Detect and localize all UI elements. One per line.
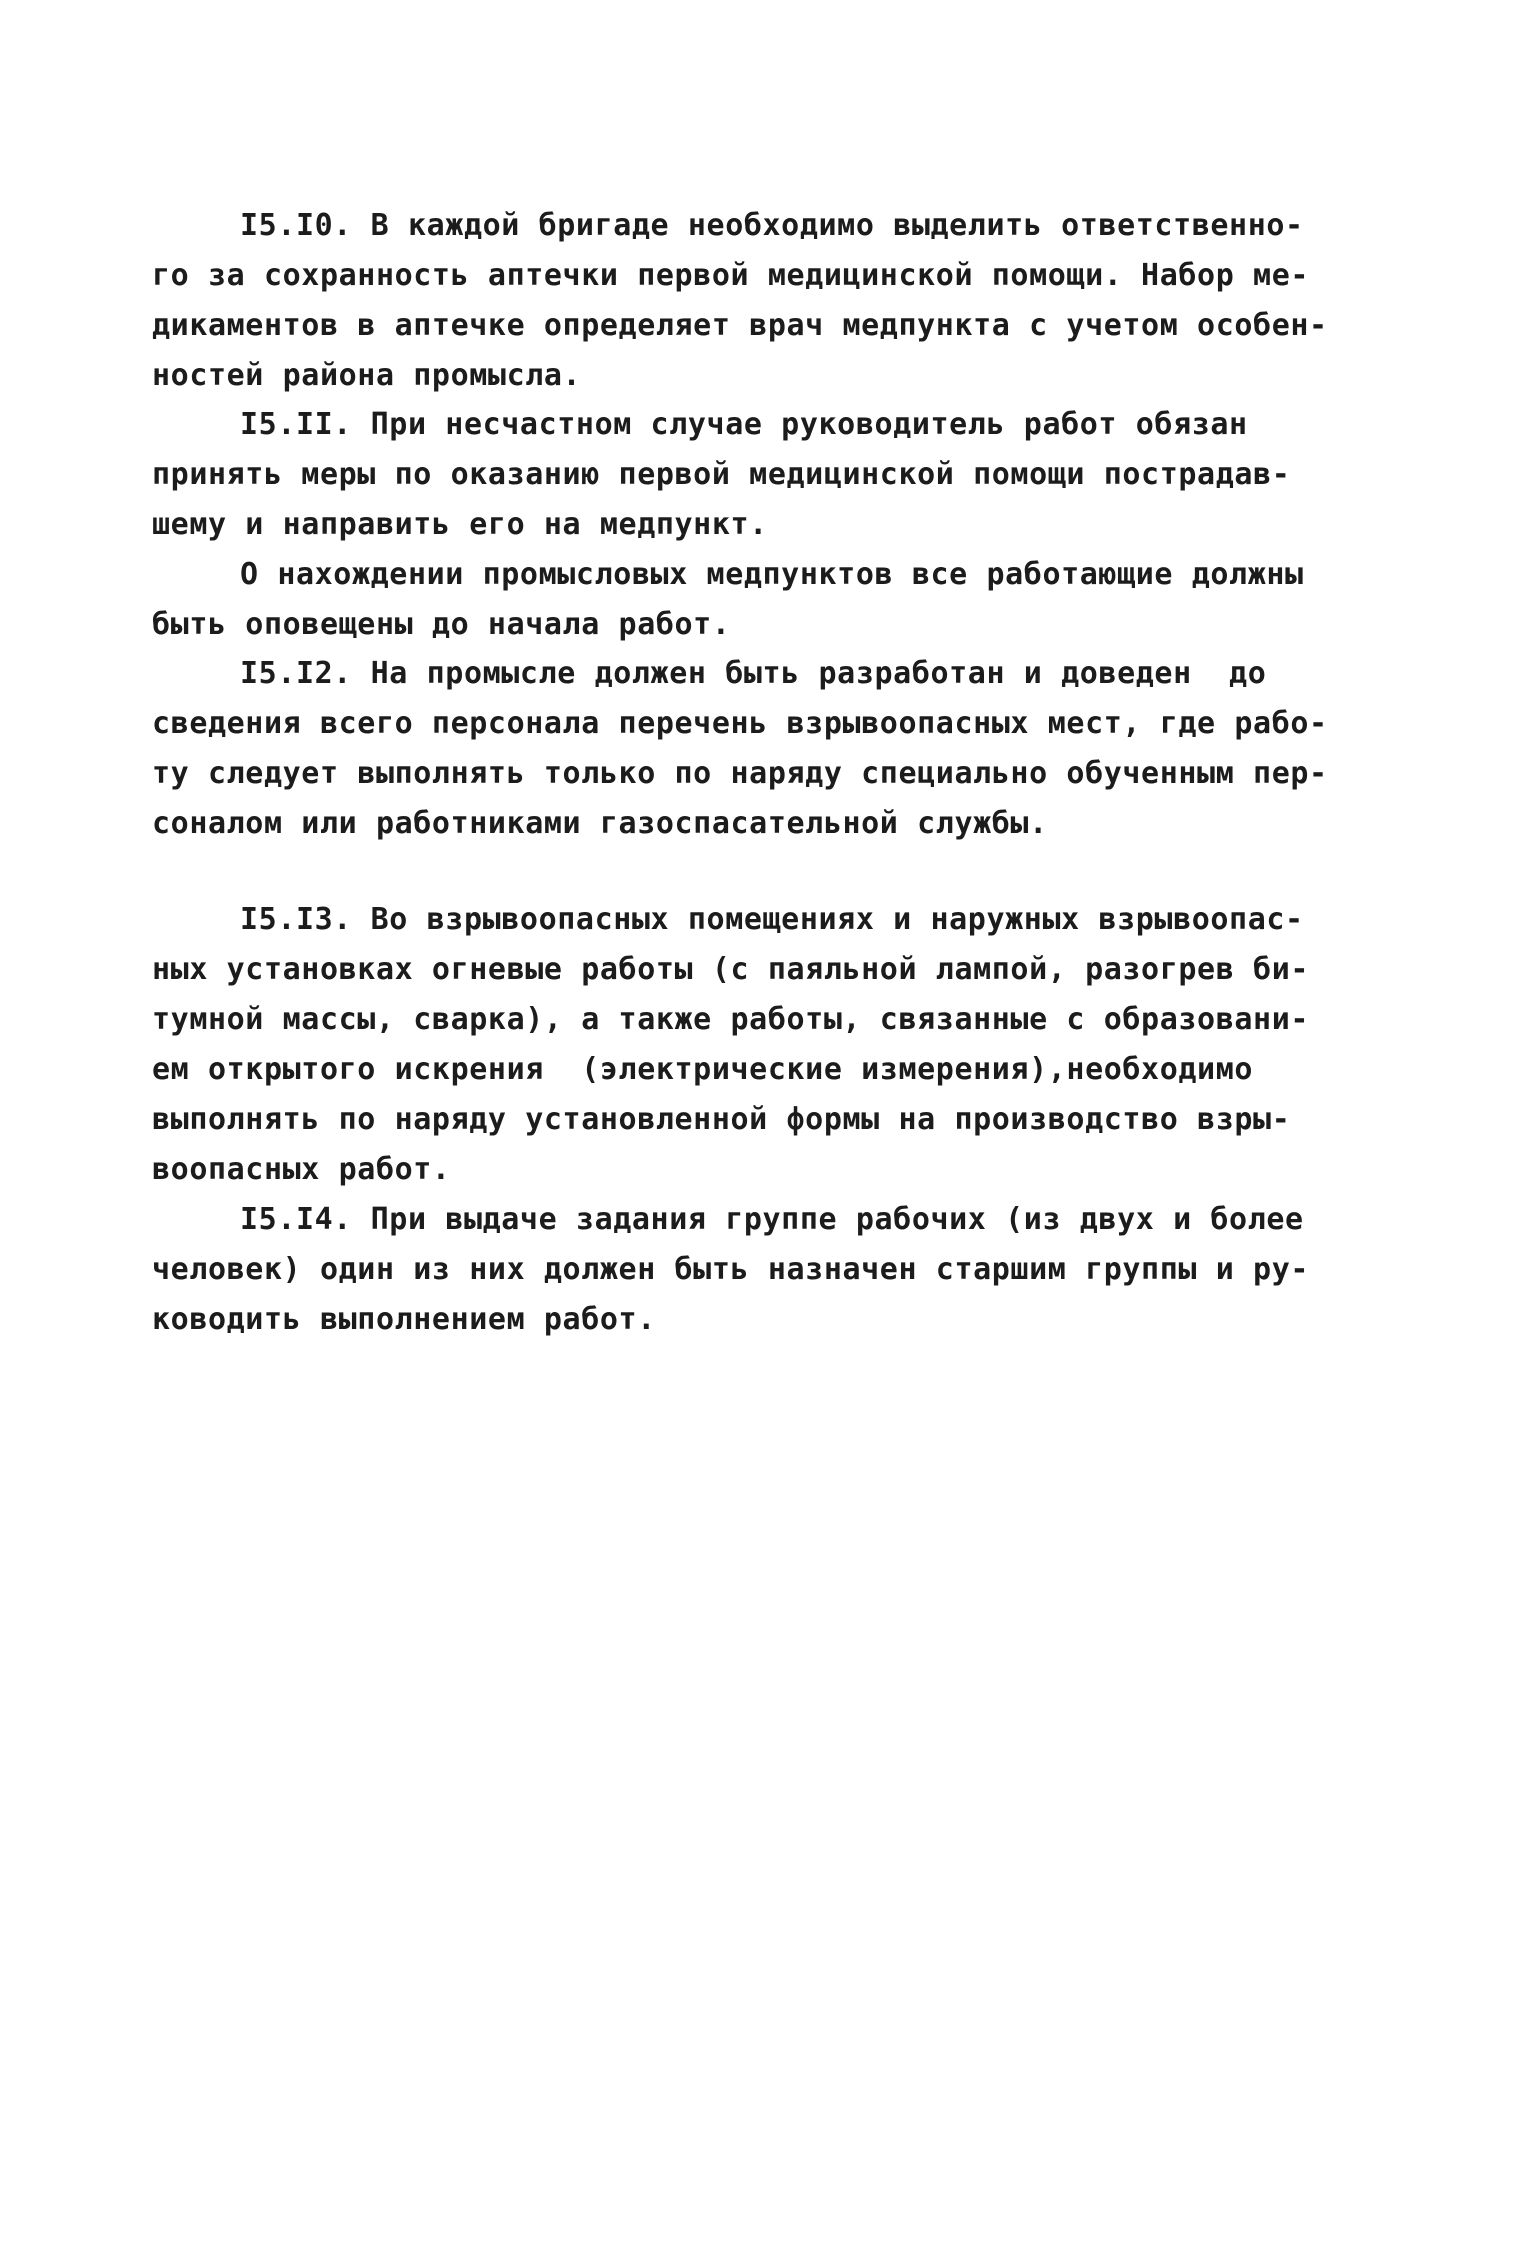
text-line: ту следует выполнять только по наряду специально обученным пер-	[152, 756, 1328, 791]
text-line: сведения всего персонала перечень взрывоопасных мест, где рабо-	[152, 706, 1328, 741]
text-line: I5.II. При несчастном случае руководитель работ обязан	[240, 407, 1248, 442]
text-line: I5.I3. Во взрывоопасных помещениях и наружных взрывоопас-	[240, 902, 1304, 937]
text-line: О нахождении промысловых медпунктов все работающие должны	[240, 557, 1304, 592]
text-line: выполнять по наряду установленной формы на производство взры-	[152, 1102, 1291, 1137]
text-line: воопасных работ.	[152, 1152, 451, 1187]
text-line: быть оповещены до начала работ.	[152, 607, 731, 642]
text-line: принять меры по оказанию первой медицинской помощи пострадав-	[152, 457, 1291, 492]
text-line: ностей района промысла.	[152, 358, 582, 393]
text-line: I5.I0. В каждой бригаде необходимо выделить ответственно-	[240, 208, 1304, 243]
text-line: ководить выполнением работ.	[152, 1302, 656, 1337]
text-line: человек) один из них должен быть назначен старшим группы и ру-	[152, 1252, 1310, 1287]
text-line: I5.I2. На промысле должен быть разработан и доведен до	[240, 656, 1267, 691]
text-line: ем открытого искрения (электрические измерения),необходимо	[152, 1052, 1254, 1087]
text-line: шему и направить его на медпункт.	[152, 507, 768, 542]
text-line: ных установках огневые работы (с паяльной лампой, разогрев би-	[152, 952, 1310, 987]
text-line: соналом или работниками газоспасательной службы.	[152, 806, 1048, 841]
text-line: дикаментов в аптечке определяет врач медпункта с учетом особен-	[152, 308, 1328, 343]
text-line: тумной массы, сварка), а также работы, связанные с образовани-	[152, 1002, 1310, 1037]
text-line: го за сохранность аптечки первой медицинской помощи. Набор ме-	[152, 258, 1310, 293]
text-line: I5.I4. При выдаче задания группе рабочих (из двух и более	[240, 1202, 1304, 1237]
